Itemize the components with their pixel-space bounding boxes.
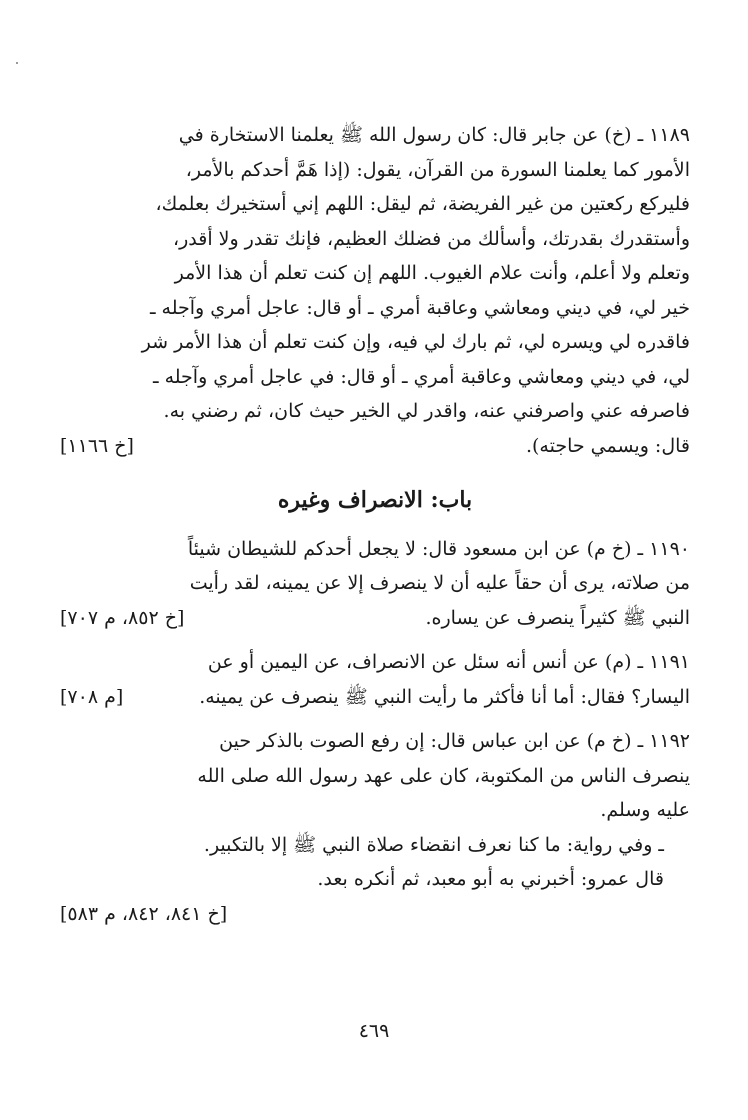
- page-number: ٤٦٩: [358, 1020, 390, 1042]
- hadith-line: ١١٩٠ ـ (خ م) عن ابن مسعود قال: لا يجعل أحدكم للشيطان شيئاً: [187, 537, 690, 560]
- hadith-line: اليسار؟ فقال: أما أنا فأكثر ما رأيت النبي ﷺ ينصرف عن يمينه.: [199, 685, 690, 708]
- hadith-line: فليركع ركعتين من غير الفريضة، ثم ليقل: اللهم إني أستخيرك بعلمك،: [155, 193, 690, 215]
- section-title: باب: الانصراف وغيره: [277, 487, 473, 513]
- hadith-reference: [خ ٨٤١، ٨٤٢، م ٥٨٣]: [60, 902, 228, 925]
- hadith-line: ١١٨٩ ـ (خ) عن جابر قال: كان رسول الله ﷺ يعلمنا الاستخارة في: [178, 124, 690, 146]
- hadith-last-line-with-ref: [60, 429, 690, 464]
- hadith-1190: [60, 532, 690, 636]
- hadith-1191: [60, 645, 690, 714]
- hadith-1189: [60, 118, 690, 463]
- page-body: [60, 118, 690, 941]
- hadith-line: وتعلم ولا أعلم، وأنت علام الغيوب. اللهم إن كنت تعلم أن هذا الأمر: [174, 262, 690, 284]
- hadith-line: لي، في ديني ومعاشي وعاقبة أمري ـ أو قال: في عاجل أمري وآجله ـ: [152, 365, 690, 388]
- hadith-last-line-with-ref: [60, 601, 690, 636]
- hadith-line: عليه وسلم.: [600, 799, 690, 821]
- hadith-line: خير لي، في ديني ومعاشي وعاقبة أمري ـ أو قال: عاجل أمري وآجله ـ: [149, 296, 690, 319]
- hadith-line: ١١٩٢ ـ (خ م) عن ابن عباس قال: إن رفع الصوت بالذكر حين: [219, 730, 690, 752]
- hadith-line: ينصرف الناس من المكتوبة، كان على عهد رسول الله صلى الله: [197, 764, 690, 787]
- hadith-line: الأمور كما يعلمنا السورة من القرآن، يقول: (إذا هَمَّ أحدكم بالأمر،: [185, 158, 690, 181]
- hadith-reference: [خ ١١٦٦]: [60, 434, 134, 457]
- hadith-line: قال: ويسمي حاجته).: [525, 434, 690, 457]
- hadith-amr-note: قال عمرو: أخبرني به أبو معبد، ثم أنكره بعد.: [317, 868, 664, 890]
- hadith-line: ١١٩١ ـ (م) عن أنس أنه سئل عن الانصراف، عن اليمين أو عن: [207, 651, 690, 673]
- hadith-reference: [م ٧٠٨]: [60, 685, 124, 708]
- hadith-line: من صلاته، يرى أن حقاً عليه أن لا ينصرف إلا عن يمينه، لقد رأيت: [189, 572, 690, 594]
- hadith-line: فاقدره لي ويسره لي، ثم بارك لي فيه، وإن كنت تعلم أن هذا الأمر شر: [141, 331, 690, 353]
- hadith-1192: [60, 724, 690, 931]
- hadith-last-line-with-ref: [60, 680, 690, 715]
- hadith-reference: [خ ٨٥٢، م ٧٠٧]: [60, 606, 185, 629]
- hadith-line: فاصرفه عني واصرفني عنه، واقدر لي الخير حيث كان، ثم رضني به.: [163, 400, 690, 422]
- page-speck: [16, 62, 18, 64]
- hadith-line: وأستقدرك بقدرتك، وأسألك من فضلك العظيم، فإنك تقدر ولا أقدر،: [172, 227, 690, 250]
- hadith-reference-line: [60, 897, 690, 932]
- hadith-line: النبي ﷺ كثيراً ينصرف عن يساره.: [425, 606, 690, 629]
- hadith-riwaya: ـ وفي رواية: ما كنا نعرف انقضاء صلاة النبي ﷺ إلا بالتكبير.: [203, 833, 664, 856]
